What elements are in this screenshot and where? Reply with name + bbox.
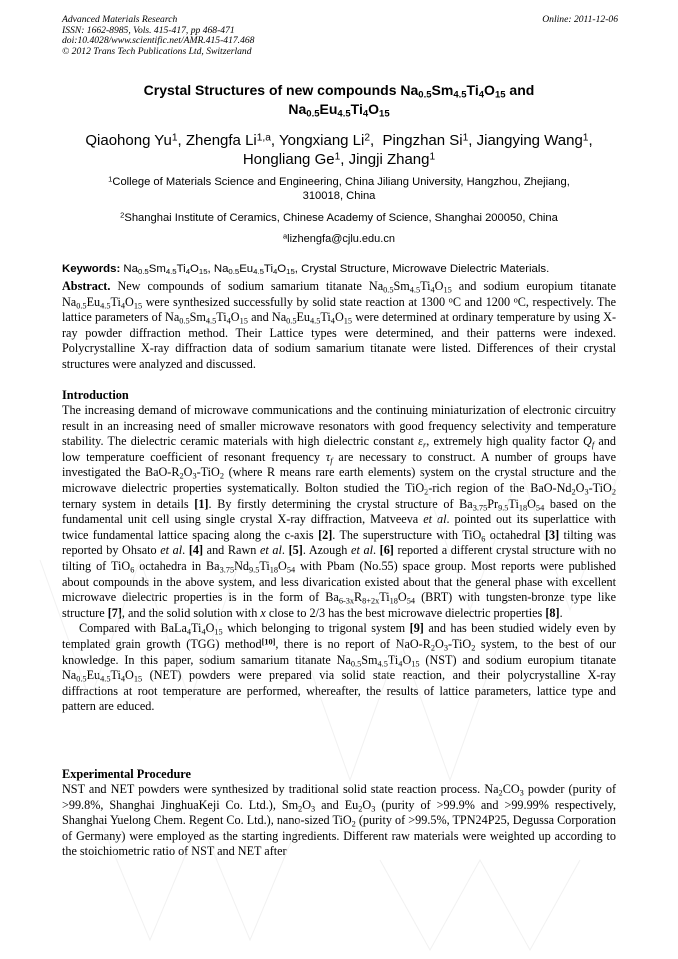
keywords-line: Keywords: $Na_{0.5}Sm_{4.5}Ti_4O_{15}$, $Na_{0.5}Eu_{4.5}Ti_4O_{15}$, Crystal Structure, Microwave Dielectric Materials. — [62, 263, 550, 277]
online-date: Online: 2011-12-06 — [542, 14, 618, 25]
doi-line: doi:10.4028/www.scientific.net/AMR.415-417.468 — [62, 35, 255, 47]
affiliation-2: $^2$Shanghai Institute of Ceramics, Chinese Academy of Science, Shanghai 200050, China — [120, 210, 558, 224]
keywords-label: Keywords: — [62, 263, 121, 275]
experimental-text: NST and NET powders were synthesized by traditional solid state reaction process. $Na_2CO_3$ powder (purity of >99.8%, Shanghai JinghuaKeji Co. Ltd.), $Sm_2O_3$ and $Eu_2O_3$ (purity of >99.9% and >99.99% respectively, Shanghai Yuelong Chem. Regent Co. Ltd.), nano-sized TiO$_2$ (purity of >99.5%, TPN24P25, Degussa Corporation of Germany) were employed as the starting ingredients. Different raw materials were weighted up according to the stoichiometric ratio of NST and NET after — [62, 782, 617, 859]
section-heading-experimental: Experimental Procedure — [62, 767, 191, 781]
author-name: Qiaohong Yu — [85, 132, 172, 149]
issn-line: ISSN: 1662-8985, Vols. 415-417, pp 468-471 — [62, 24, 235, 36]
affiliation-1: $^1$College of Materials Science and Engineering, China Jiliang University, Hangzhou, Zhejiang, 310018, China — [108, 174, 570, 202]
author-name: Hongliang Ge — [242, 151, 335, 168]
introduction-text: The increasing demand of microwave communications and the continuing miniaturization of electronic circuitry result in an increasing need of smaller microwave resonators with good frequency selectivity and temperature stability. The dielectric ceramic materials with high dielectric constant $\varepsilon_r$, extremely high quality factor $Q_f$ and low temperature coefficient of resonant frequency $\tau_f$ are necessary to construct. A number of groups have investigated the BaO-$R_2O_3-TiO_2$ (where R means rare earth elements) system on the crystal structure and the microwave dielectric properties systematically. Bolton studied the TiO$_2$-rich region of the BaO-$Nd_2O_3-TiO_2$ ternary system in details [1]. By firstly determining the crystal structure of $Ba_{3.75}Pr_{9.5}Ti_{18}O_{54}$ based on the fundamental unit cell using single crystal X-ray diffraction, Matveeva et al. pointed out its superlattice with twice fundamental lattice spacing along the c-axis [2]. The superstructure with TiO$_6$ octahedral [3] tilting was reported by Ohsato et al. [4] and Rawn et al. [5]. Azough et al. [6] reported a different crystal structure with no tilting of TiO$_6$ octahedra in $Ba_{3.75}Nd_{9.5}Ti_{18}O_{54}$ with Pbam (No.55) space group. Most reports were published about compounds in the above system, and less divarication existed about that the general phase with excellent microwave dielectric properties is in the form of $Ba_{6-3x}R_{8+2x}Ti_{18}O_{54}$ (BRT) with tungsten-bronze type like structure [7], and the solid solution with x close to 2/3 has the best microwave dielectric properties [8]. Compared with $BaLa_4Ti_4O_{15}$ which belonging to trigonal system [9] and has been studied widely even by templated grain growth (TGG) method[10], there is no report of NaO-$R_2O_3-TiO_2$ system, to the best of our knowledge. In this paper, sodium samarium titanate $Na_{0.5}Sm_{4.5}Ti_4O_{15}$ (NST) and sodium europium titanate $Na_{0.5}Eu_{4.5}Ti_4O_{15}$ (NET) powders were prepared via solid state reaction, and their polycrystalline X-ray diffractions at root temperature are performed, whereafter, the results of lattice parameters, lattice type and pattern are educed. — [62, 403, 617, 714]
section-heading-introduction: Introduction — [62, 388, 129, 402]
paper-title: Crystal Structures of new compounds $Na_{0.5}Sm_{4.5}Ti_4O_{15}$ and $Na_{0.5}Eu_{4.5}Ti_4O_{15}$ — [143, 82, 535, 120]
author-name: Jingji Zhang — [348, 151, 430, 168]
author-name: Zhengfa Li — [185, 132, 257, 149]
author-email: $^a$lizhengfa@cjlu.edu.cn — [283, 231, 395, 245]
abstract-label: Abstract. — [62, 279, 111, 293]
journal-name: Advanced Materials Research — [62, 14, 178, 25]
author-name: Pingzhan Si — [382, 132, 463, 149]
copyright-line: © 2012 Trans Tech Publications Ltd, Switzerland — [62, 45, 252, 57]
journal-header — [62, 15, 618, 57]
author-name: Jiangying Wang — [476, 132, 583, 149]
author-name: Yongxiang Li — [279, 132, 365, 149]
abstract-paragraph: Abstract. New compounds of sodium samarium titanate $Na_{0.5}Sm_{4.5}Ti_4O_{15}$ and sodium europium titanate $Na_{0.5}Eu_{4.5}Ti_4O_{15}$ were synthesized successfully by solid state reaction at 1300 $^o$C and 1200 $^o$C, respectively. The lattice parameters of $Na_{0.5}Sm_{4.5}Ti_4O_{15}$ and $Na_{0.5}Eu_{4.5}Ti_4O_{15}$ were determined at ordinary temperature by using X-ray powder diffraction method. Their Lattice types were determined, and their patterns were indexed. Polycrystalline X-ray diffraction data of sodium samarium titanate were listed. Differences of their crystal structures were analyzed and discussed. — [62, 279, 617, 371]
author-list: Qiaohong Yu$^1$, Zhengfa Li$^{1,a}$, Yongxiang Li$^2$, Pingzhan Si$^1$, Jiangying Wang$^1$, Hongliang Ge$^1$, Jingji Zhang$^1$ — [85, 132, 593, 168]
